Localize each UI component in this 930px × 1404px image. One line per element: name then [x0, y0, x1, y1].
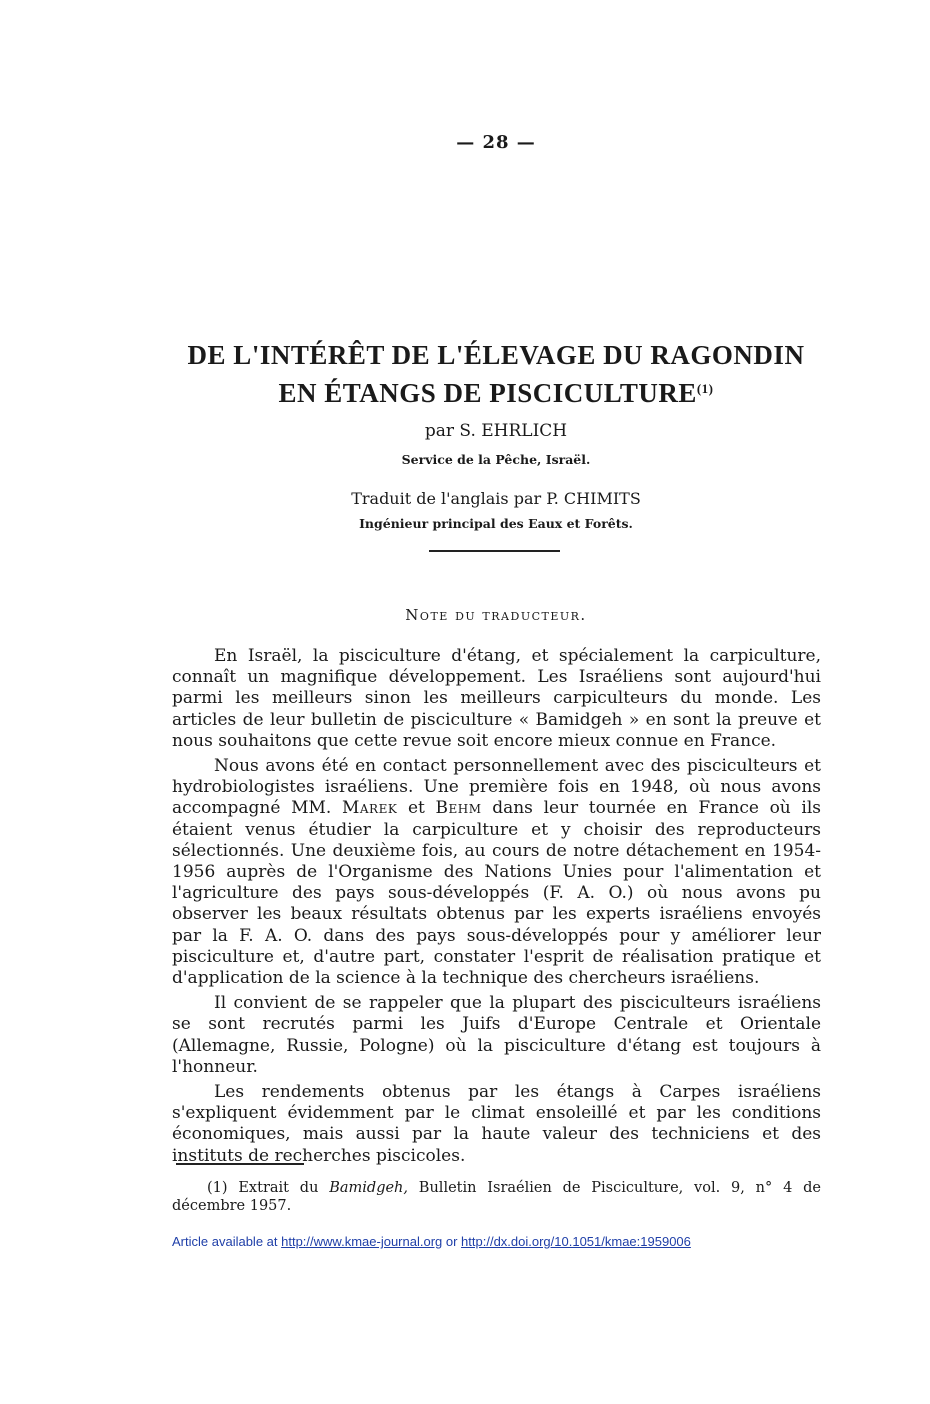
paragraph-2-part-a: Nous avons été en contact personnellement avec des pisciculteurs et hydrobiologistes israéliens. Une première fois en 1948, où nous avons accompagné MM. [172, 756, 821, 819]
availability-line [172, 1234, 872, 1249]
paragraph-3: Il convient de se rappeler que la plupart des pisciculteurs israéliens se sont recrutés parmi les Juifs d'Europe Centrale et Orientale (Allemagne, Russie, Pologne) où la pisciculture d'étang est toujours à l'honneur. [172, 993, 821, 1077]
title-footnote-ref: (1) [696, 381, 714, 396]
title-line-2 [0, 374, 930, 412]
paragraph-2-part-c: dans leur tournée en France où ils étaient venus étudier la carpiculture et y choisir des reproducteurs sélectionnés. Une deuxième fois, au cours de notre détachement en 1954-1956 auprès de l'Organisme des Nations Unies pour l'alimentation et l'agriculture des pays sous-développés (F. A. O.) où nous avons pu observer les beaux résultats obtenus par les experts israéliens envoyés par la F. A. O. dans des pays sous-développés pour y améliorer leur pisciculture et, d'autre part, constater l'esprit de réalisation pratique et d'application de la science à la technique des chercheurs israéliens. [172, 798, 822, 989]
journal-link[interactable]: http://www.kmae-journal.org [281, 1234, 443, 1249]
footnote [172, 1179, 821, 1215]
paragraph-2-part-b: et [397, 798, 436, 819]
person-name-marek: Marek [341, 798, 398, 819]
title-line-2-text: EN ÉTANGS DE PISCICULTURE [278, 378, 697, 408]
article-title [0, 336, 930, 412]
translator-affiliation: Ingénieur principal des Eaux et Forêts. [359, 516, 633, 531]
paragraph-4: Les rendements obtenus par les étangs à Carpes israéliens s'expliquent évidemment par le climat ensoleillé et par les conditions économiques, mais aussi par la haute valeur des techniciens et des instituts de recherches piscicoles. [172, 1082, 821, 1166]
body-text [172, 646, 821, 1171]
translator-line: Traduit de l'anglais par P. CHIMITS [351, 489, 641, 508]
paragraph-2 [172, 756, 821, 989]
footnote-journal: Bamidgeh, [329, 1180, 408, 1196]
author-affiliation: Service de la Pêche, Israël. [401, 452, 591, 467]
person-name-behm: Behm [435, 798, 482, 819]
doi-link[interactable]: http://dx.doi.org/10.1051/kmae:1959006 [461, 1234, 691, 1249]
paragraph-1: En Israël, la pisciculture d'étang, et spécialement la carpiculture, connaît un magnifique développement. Les Israéliens sont aujourd'hui parmi les meilleurs sinon les meilleurs carpiculteurs du monde. Les articles de leur bulletin de pisciculture « Bamidgeh » en sont la preuve et nous souhaitons que cette revue soit encore mieux connue en France. [172, 646, 821, 751]
author-byline: par S. EHRLICH [424, 421, 568, 441]
footnote-part-b: Bulletin Israélien de Pisciculture, vol. 9, n° 4 de décembre 1957. [172, 1180, 821, 1214]
page-number: — 28 — [456, 132, 536, 153]
availability-prefix: Article available at [172, 1234, 282, 1249]
section-heading: Note du traducteur. [405, 606, 587, 624]
footnote-rule [176, 1163, 304, 1165]
availability-middle: or [442, 1234, 462, 1249]
footnote-part-a: (1) Extrait du [207, 1180, 330, 1196]
title-line-1: DE L'INTÉRÊT DE L'ÉLEVAGE DU RAGONDIN [187, 340, 805, 370]
title-separator [429, 550, 560, 552]
